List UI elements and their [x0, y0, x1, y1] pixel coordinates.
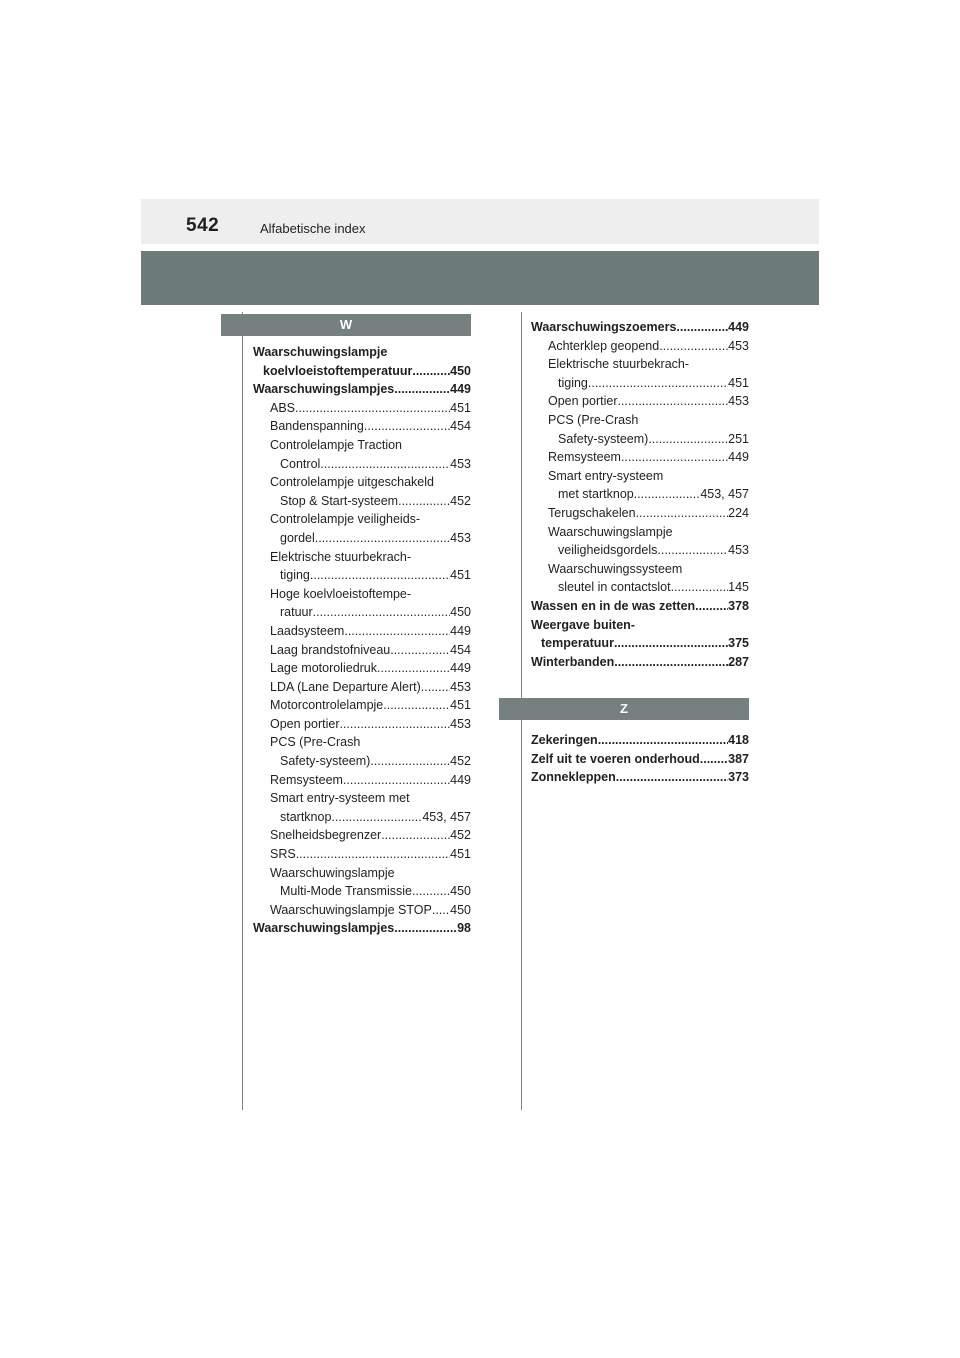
index-entry	[531, 430, 749, 449]
index-entry-page: 449	[450, 623, 471, 638]
index-entry-term: Zonnekleppen	[531, 770, 616, 785]
dot-leader	[432, 901, 450, 920]
index-list-w-continued	[531, 318, 749, 671]
dot-leader	[310, 566, 450, 585]
index-entry-page: 453, 457	[422, 809, 471, 824]
index-entry-term: temperatuur	[541, 636, 614, 651]
index-entry	[253, 548, 471, 567]
index-entry	[253, 919, 471, 938]
dot-leader	[412, 362, 450, 381]
index-entry	[253, 864, 471, 883]
header-band	[141, 251, 819, 305]
dot-leader	[339, 715, 450, 734]
index-entry-page: 451	[450, 847, 471, 862]
dot-leader	[614, 634, 728, 653]
index-entry	[253, 603, 471, 622]
index-entry	[253, 362, 471, 381]
index-entry-page: 251	[728, 431, 749, 446]
index-entry-term: LDA (Lane Departure Alert)	[270, 679, 421, 694]
index-entry-term: gordel	[280, 530, 315, 545]
index-entry	[531, 318, 749, 337]
index-entry-page: 452	[450, 754, 471, 769]
index-entry-term: Winterbanden	[531, 654, 615, 669]
index-entry-term: Hoge koelvloeistoftempe-	[270, 586, 412, 601]
index-entry-term: met startknop	[558, 487, 634, 502]
index-entry-term: Achterklep geopend	[548, 338, 660, 353]
index-entry-term: sleutel in contactslot	[558, 580, 671, 595]
index-entry-page: 451	[450, 400, 471, 415]
index-entry	[253, 901, 471, 920]
index-list-z	[531, 731, 749, 787]
index-entry-term: Waarschuwingslampje STOP	[270, 902, 432, 917]
index-entry-term: Remsysteem	[270, 772, 343, 787]
index-entry-page: 451	[728, 375, 749, 390]
left-column-rule	[242, 312, 243, 1110]
section-gap	[531, 671, 749, 698]
index-entry-term: Elektrische stuurbekrach-	[270, 549, 412, 564]
dot-leader	[676, 318, 728, 337]
index-entry-term: Stop & Start-systeem	[280, 493, 399, 508]
header-bar	[141, 199, 819, 244]
index-entry	[531, 411, 749, 430]
index-entry-term: Safety-systeem)	[558, 431, 649, 446]
index-entry-page: 449	[450, 661, 471, 676]
dot-leader	[343, 771, 450, 790]
dot-leader	[412, 882, 450, 901]
dot-leader	[598, 731, 728, 750]
running-title: Alfabetische index	[260, 221, 366, 236]
index-entry-page: 449	[450, 382, 471, 397]
index-entry	[531, 768, 749, 787]
index-entry	[253, 622, 471, 641]
index-entry	[531, 653, 749, 672]
index-entry	[253, 641, 471, 660]
dot-leader	[370, 752, 450, 771]
index-entry	[531, 541, 749, 560]
index-entry-page: 450	[450, 363, 471, 378]
index-entry-page: 451	[450, 698, 471, 713]
index-entry-page: 145	[728, 580, 749, 595]
section-header-w: W	[221, 314, 471, 336]
index-entry	[531, 392, 749, 411]
index-entry-term: Waarschuwingslampje	[270, 865, 395, 880]
index-entry-page: 452	[450, 828, 471, 843]
index-entry-term: Waarschuwingszoemers	[531, 320, 677, 334]
index-entry-term: Bandenspanning	[270, 419, 364, 434]
dot-leader	[390, 641, 450, 660]
index-entry	[253, 696, 471, 715]
index-entry-term: Zelf uit te voeren onderhoud	[531, 751, 700, 766]
dot-leader	[657, 541, 728, 560]
index-entry	[253, 845, 471, 864]
dot-leader	[320, 455, 450, 474]
index-entry	[253, 789, 471, 808]
index-entry	[531, 374, 749, 393]
index-entry-term: Waarschuwingslampjes	[253, 921, 395, 936]
index-entry	[531, 485, 749, 504]
index-entry-term: Open portier	[548, 394, 618, 409]
index-entry	[253, 455, 471, 474]
index-entry	[531, 355, 749, 374]
dot-leader	[588, 374, 728, 393]
dot-leader	[344, 622, 450, 641]
index-entry	[531, 504, 749, 523]
index-entry	[253, 529, 471, 548]
index-entry	[531, 467, 749, 486]
index-entry-term: Elektrische stuurbekrach-	[548, 357, 690, 372]
dot-leader	[614, 653, 728, 672]
index-entry	[253, 510, 471, 529]
index-entry-page: 450	[450, 884, 471, 899]
index-entry-term: Laadsysteem	[270, 623, 345, 638]
index-entry-term: startknop	[280, 809, 332, 824]
index-entry-term: Smart entry-systeem met	[270, 791, 410, 806]
index-entry-term: veiligheidsgordels	[558, 543, 658, 558]
index-entry	[253, 715, 471, 734]
index-entry-term: koelvloeistoftemperatuur	[263, 363, 413, 378]
index-entry	[253, 659, 471, 678]
dot-leader	[634, 485, 701, 504]
dot-leader	[398, 492, 450, 511]
index-entry-term: Wassen en in de was zetten	[531, 598, 696, 613]
index-entry-term: Waarschuwingssysteem	[548, 561, 683, 576]
index-entry-page: 453	[728, 543, 749, 558]
index-entry-term: Laag brandstofniveau	[270, 642, 391, 657]
index-entry-term: SRS	[270, 847, 296, 862]
dot-leader	[377, 659, 450, 678]
index-entry-term: Waarschuwingslampje	[548, 524, 673, 539]
index-entry-term: Motorcontrolelampje	[270, 698, 384, 713]
dot-leader	[659, 337, 728, 356]
dot-leader	[383, 696, 450, 715]
index-entry	[253, 808, 471, 827]
index-entry	[531, 616, 749, 635]
index-entry-page: 453	[728, 338, 749, 353]
dot-leader	[394, 380, 450, 399]
index-entry	[531, 523, 749, 542]
index-entry	[253, 752, 471, 771]
index-entry-page: 287	[728, 654, 749, 669]
index-entry-term: Waarschuwingslampjes	[253, 382, 395, 397]
index-entry	[253, 566, 471, 585]
page-number: 542	[186, 215, 220, 236]
index-entry-page: 373	[728, 770, 749, 785]
index-entry	[253, 492, 471, 511]
index-entry	[253, 678, 471, 697]
index-entry-page: 450	[450, 902, 471, 917]
index-entry-term: PCS (Pre-Crash	[548, 412, 639, 427]
index-entry-term: ratuur	[280, 605, 313, 620]
index-entry	[531, 448, 749, 467]
dot-leader	[331, 808, 422, 827]
index-entry-term: tiging	[280, 568, 310, 583]
index-entry-page: 453	[728, 394, 749, 409]
index-entry	[253, 417, 471, 436]
dot-leader	[315, 529, 450, 548]
index-entry	[253, 343, 471, 362]
index-entry	[253, 733, 471, 752]
index-entry	[531, 750, 749, 769]
dot-leader	[421, 678, 450, 697]
index-entry-term: Safety-systeem)	[280, 754, 371, 769]
index-entry	[253, 585, 471, 604]
index-entry-term: Smart entry-systeem	[548, 468, 664, 483]
index-entry-page: 453, 457	[700, 487, 749, 502]
dot-leader	[394, 919, 457, 938]
dot-leader	[364, 417, 450, 436]
index-entry-page: 454	[450, 419, 471, 434]
index-entry	[253, 826, 471, 845]
index-entry-term: Waarschuwingslampje	[253, 345, 388, 359]
index-entry	[253, 380, 471, 399]
index-entry	[531, 634, 749, 653]
index-entry	[531, 560, 749, 579]
dot-leader	[617, 392, 728, 411]
index-entry-term: Control	[280, 456, 321, 471]
index-entry	[253, 473, 471, 492]
index-entry	[531, 578, 749, 597]
dot-leader	[695, 597, 728, 616]
index-entry-page: 452	[450, 493, 471, 508]
index-entry-page: 453	[450, 716, 471, 731]
index-entry	[531, 597, 749, 616]
index-entry-page: 418	[728, 733, 749, 748]
dot-leader	[700, 750, 728, 769]
index-entry	[253, 399, 471, 418]
index-entry-page: 224	[728, 505, 749, 520]
index-entry-term: Snelheidsbegrenzer	[270, 828, 382, 843]
dot-leader	[296, 845, 450, 864]
dot-leader	[295, 399, 450, 418]
dot-leader	[671, 578, 729, 597]
index-entry-term: Terugschakelen	[548, 505, 636, 520]
index-entry-term: Zekeringen	[531, 733, 598, 748]
index-entry-term: tiging	[558, 375, 588, 390]
index-entry-page: 387	[728, 751, 749, 766]
dot-leader	[648, 430, 728, 449]
index-entry-term: Weergave buiten-	[531, 617, 635, 632]
index-entry-page: 449	[728, 450, 749, 465]
section-header-z: Z	[499, 698, 749, 720]
index-entry-page: 449	[728, 320, 749, 334]
index-list-w	[253, 343, 471, 938]
dot-leader	[621, 448, 728, 467]
index-entry-term: Multi-Mode Transmissie	[280, 884, 412, 899]
index-entry-page: 453	[450, 530, 471, 545]
index-entry-term: PCS (Pre-Crash	[270, 735, 361, 750]
index-entry	[531, 731, 749, 750]
index-entry-page: 98	[457, 921, 471, 936]
dot-leader	[313, 603, 450, 622]
index-entry-term: Lage motoroliedruk	[270, 661, 378, 676]
dot-leader	[636, 504, 729, 523]
index-entry-term: Controlelampje Traction	[270, 437, 403, 452]
left-column	[253, 314, 471, 938]
index-entry-term: Remsysteem	[548, 450, 621, 465]
index-entry	[253, 436, 471, 455]
index-entry	[253, 771, 471, 790]
index-entry-term: Controlelampje uitgeschakeld	[270, 475, 434, 490]
index-entry-term: Controlelampje veiligheids-	[270, 512, 421, 527]
index-entry-page: 451	[450, 568, 471, 583]
index-entry-page: 449	[450, 772, 471, 787]
index-entry	[253, 882, 471, 901]
index-entry-page: 453	[450, 456, 471, 471]
index-entry-page: 375	[728, 636, 749, 651]
index-entry-term: ABS	[270, 400, 296, 415]
index-entry-page: 454	[450, 642, 471, 657]
right-column	[531, 318, 749, 787]
dot-leader	[381, 826, 450, 845]
index-entry-term: Open portier	[270, 716, 340, 731]
index-entry-page: 453	[450, 679, 471, 694]
index-entry	[531, 337, 749, 356]
index-entry-page: 378	[728, 598, 749, 613]
index-entry-page: 450	[450, 605, 471, 620]
dot-leader	[616, 768, 728, 787]
